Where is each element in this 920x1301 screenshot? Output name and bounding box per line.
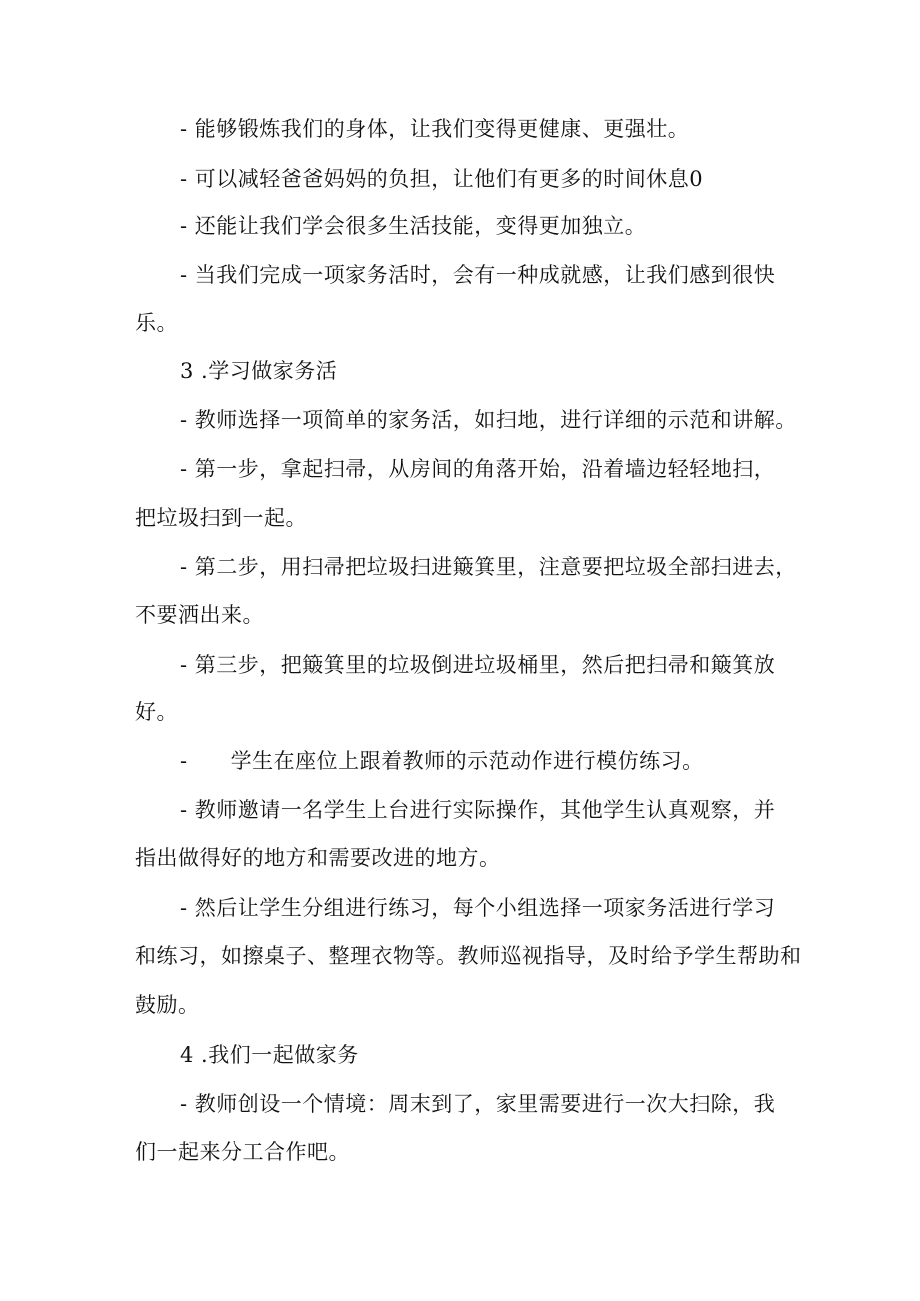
bullet-line: - 当我们完成一项家务活时，会有一种成就感，让我们感到很快	[180, 263, 776, 287]
bullet-line: - 学生在座位上跟着教师的示范动作进行模仿练习。	[180, 749, 704, 773]
bullet-line: - 第二步，用扫帚把垃圾扫进簸箕里，注意要把垃圾全部扫进去，	[180, 555, 797, 579]
continuation-line: 鼓励。	[135, 993, 200, 1017]
bullet-line: - 教师选择一项简单的家务活，如扫地，进行详细的示范和讲解。	[180, 408, 797, 432]
bullet-line: - 可以减轻爸爸妈妈的负担，让他们有更多的时间休息0	[180, 167, 704, 191]
section-heading: 3 .学习做家务活	[180, 359, 338, 383]
bullet-line: - 教师创设一个情境：周末到了，家里需要进行一次大扫除，我	[180, 1092, 776, 1116]
bullet-line: - 还能让我们学会很多生活技能，变得更加独立。	[180, 214, 647, 238]
continuation-line: 指出做得好的地方和需要改进的地方。	[135, 846, 501, 870]
bullet-line: - 然后让学生分组进行练习，每个小组选择一项家务活进行学习	[180, 896, 776, 920]
bullet-line: - 能够锻炼我们的身体，让我们变得更健康、更强壮。	[180, 117, 690, 141]
bullet-line: - 第三步，把簸箕里的垃圾倒进垃圾桶里，然后把扫帚和簸箕放	[180, 653, 776, 677]
bullet-line: - 教师邀请一名学生上台进行实际操作，其他学生认真观察，并	[180, 798, 776, 822]
continuation-line: 们一起来分工合作吧。	[135, 1140, 350, 1164]
continuation-line: 把垃圾扫到一起。	[135, 506, 307, 530]
continuation-line: 乐。	[135, 311, 178, 335]
bullet-line: - 第一步，拿起扫帚，从房间的角落开始，沿着墙边轻轻地扫，	[180, 457, 776, 481]
continuation-line: 好。	[135, 700, 178, 724]
continuation-line: 不要洒出来。	[135, 603, 264, 627]
continuation-line: 和练习，如擦桌子、整理衣物等。教师巡视指导，及时给予学生帮助和	[135, 944, 802, 968]
section-heading: 4 .我们一起做家务	[180, 1043, 359, 1067]
